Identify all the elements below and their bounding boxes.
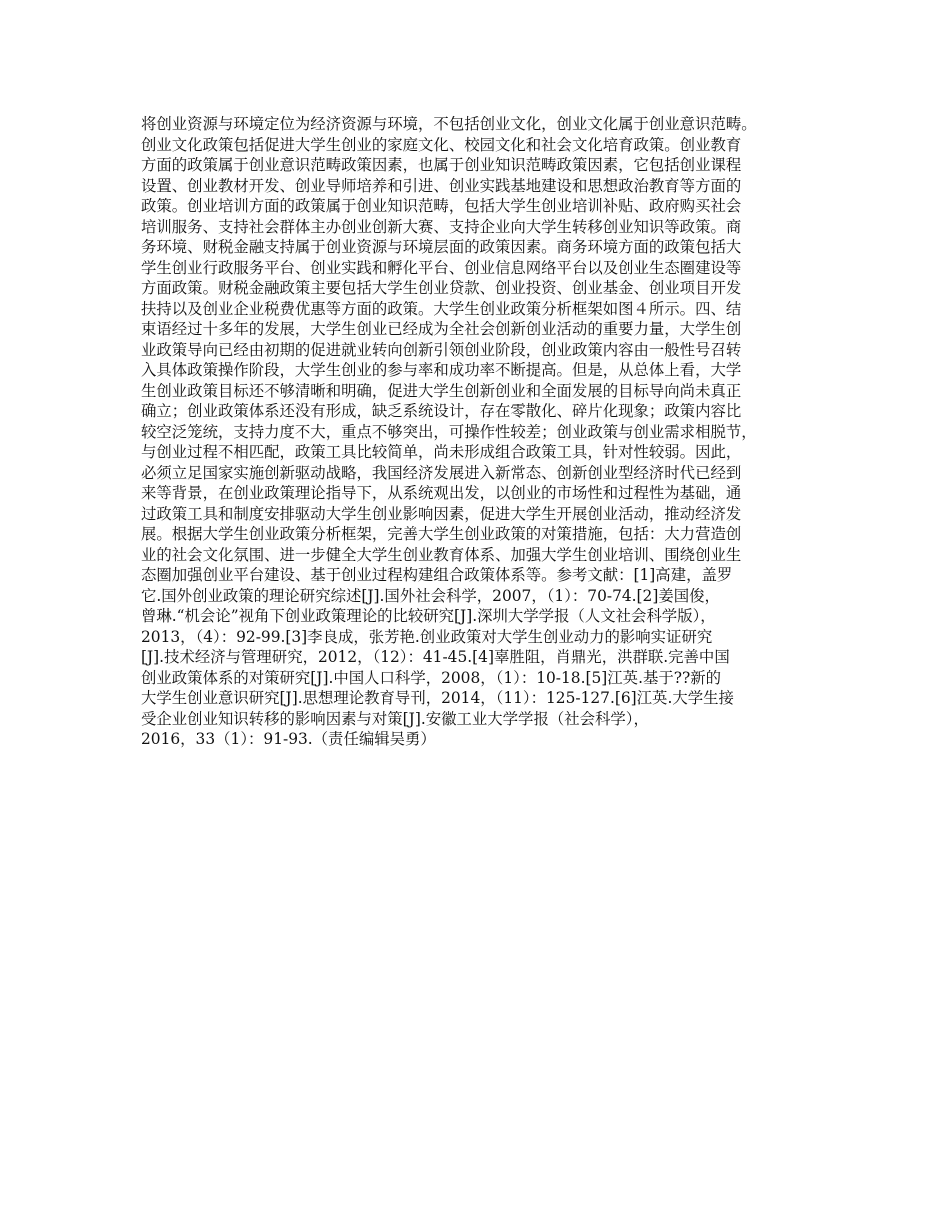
text-line: 必须立足国家实施创新驱动战略，我国经济发展进入新常态、创新创业型经济时代已经到 — [141, 463, 742, 482]
text-line: 培训服务、支持社会群体主办创业创新大赛、支持企业向大学生转移创业知识等政策。商 — [141, 217, 742, 236]
text-line: 学生创业行政服务平台、创业实践和孵化平台、创业信息网络平台以及创业生态圈建设等 — [141, 258, 742, 277]
text-line: 展。根据大学生创业政策分析框架，完善大学生创业政策的对策措施，包括：大力营造创 — [141, 525, 742, 543]
body-text — [141, 114, 821, 750]
text-line: 与创业过程不相匹配，政策工具比较简单，尚未形成组合政策工具，针对性较弱。因此， — [141, 443, 742, 461]
text-line: 较空泛笼统，支持力度不大，重点不够突出，可操作性较差；创业政策与创业需求相脱节， — [141, 422, 757, 441]
text-line: 务环境、财税金融支持属于创业资源与环境层面的政策因素。商务环境方面的政策包括大 — [141, 238, 742, 256]
reference-line: 大学生创业意识研究[J].思想理论教育导刊，2014，（11）：125-127.[6]江英.大学生接 — [141, 689, 734, 707]
text-line: 态圈加强创业平台建设、基于创业过程构建组合政策体系等。参考文献：[1]高建，盖罗 — [141, 566, 733, 584]
text-line: 业政策导向已经由初期的促进就业转向创新引领创业阶段，创业政策内容由一般性号召转 — [141, 340, 742, 359]
reference-line: 创业政策体系的对策研究[J].中国人口科学，2008，（1）：10-18.[5]江英.基于??新的 — [141, 668, 722, 687]
text-line: 设置、创业教材开发、创业导师培养和引进、创业实践基地建设和思想政治教育等方面的 — [141, 176, 742, 195]
reference-line: 2016，33（1）：91-93.（责任编辑吴勇） — [141, 730, 436, 748]
reference-line: 它.国外创业政策的理论研究综述[J].国外社会科学，2007，（1）：70-74.[2]姜国俊， — [141, 586, 720, 605]
reference-line: 曾琳.“机会论”视角下创业政策理论的比较研究[J].深圳大学学报（人文社会科学版）， — [141, 607, 716, 625]
text-line: 确立；创业政策体系还没有形成，缺乏系统设计，存在零散化、碎片化现象；政策内容比 — [141, 402, 742, 420]
text-line: 生创业政策目标还不够清晰和明确，促进大学生创新创业和全面发展的目标导向尚未真正 — [141, 381, 742, 400]
text-line: 将创业资源与环境定位为经济资源与环境，不包括创业文化，创业文化属于创业意识范畴。 — [141, 115, 757, 133]
text-line: 方面的政策属于创业意识范畴政策因素，也属于创业知识范畴政策因素，它包括创业课程 — [141, 156, 742, 174]
text-line: 扶持以及创业企业税费优惠等方面的政策。大学生创业政策分析框架如图４所示。四、结 — [141, 299, 742, 318]
text-line: 政策。创业培训方面的政策属于创业知识范畴，包括大学生创业培训补贴、政府购买社会 — [141, 197, 742, 215]
text-line: 创业文化政策包括促进大学生创业的家庭文化、校园文化和社会文化培育政策。创业教育 — [141, 135, 742, 154]
text-line: 过政策工具和制度安排驱动大学生创业影响因素，促进大学生开展创业活动，推动经济发 — [141, 504, 742, 523]
text-line: 业的社会文化氛围、进一步健全大学生创业教育体系、加强大学生创业培训、围绕创业生 — [141, 545, 742, 564]
reference-line: 2013，（4）：92-99.[3]李良成，张芳艳.创业政策对大学生创业动力的影响实证研究 — [141, 627, 713, 646]
text-line: 来等背景，在创业政策理论指导下，从系统观出发，以创业的市场性和过程性为基础，通 — [141, 484, 742, 502]
reference-line: 受企业创业知识转移的影响因素与对策[J].安徽工业大学学报（社会科学）， — [141, 709, 649, 728]
reference-line: [J].技术经济与管理研究，2012，（12）：41-45.[4]辜胜阻，肖鼎光，洪群联.完善中国 — [141, 648, 730, 666]
text-line: 束语经过十多年的发展，大学生创业已经成为全社会创新创业活动的重要力量，大学生创 — [141, 320, 742, 338]
text-line: 入具体政策操作阶段，大学生创业的参与率和成功率不断提高。但是，从总体上看，大学 — [141, 361, 742, 379]
text-line: 方面政策。财税金融政策主要包括大学生创业贷款、创业投资、创业基金、创业项目开发 — [141, 279, 742, 297]
